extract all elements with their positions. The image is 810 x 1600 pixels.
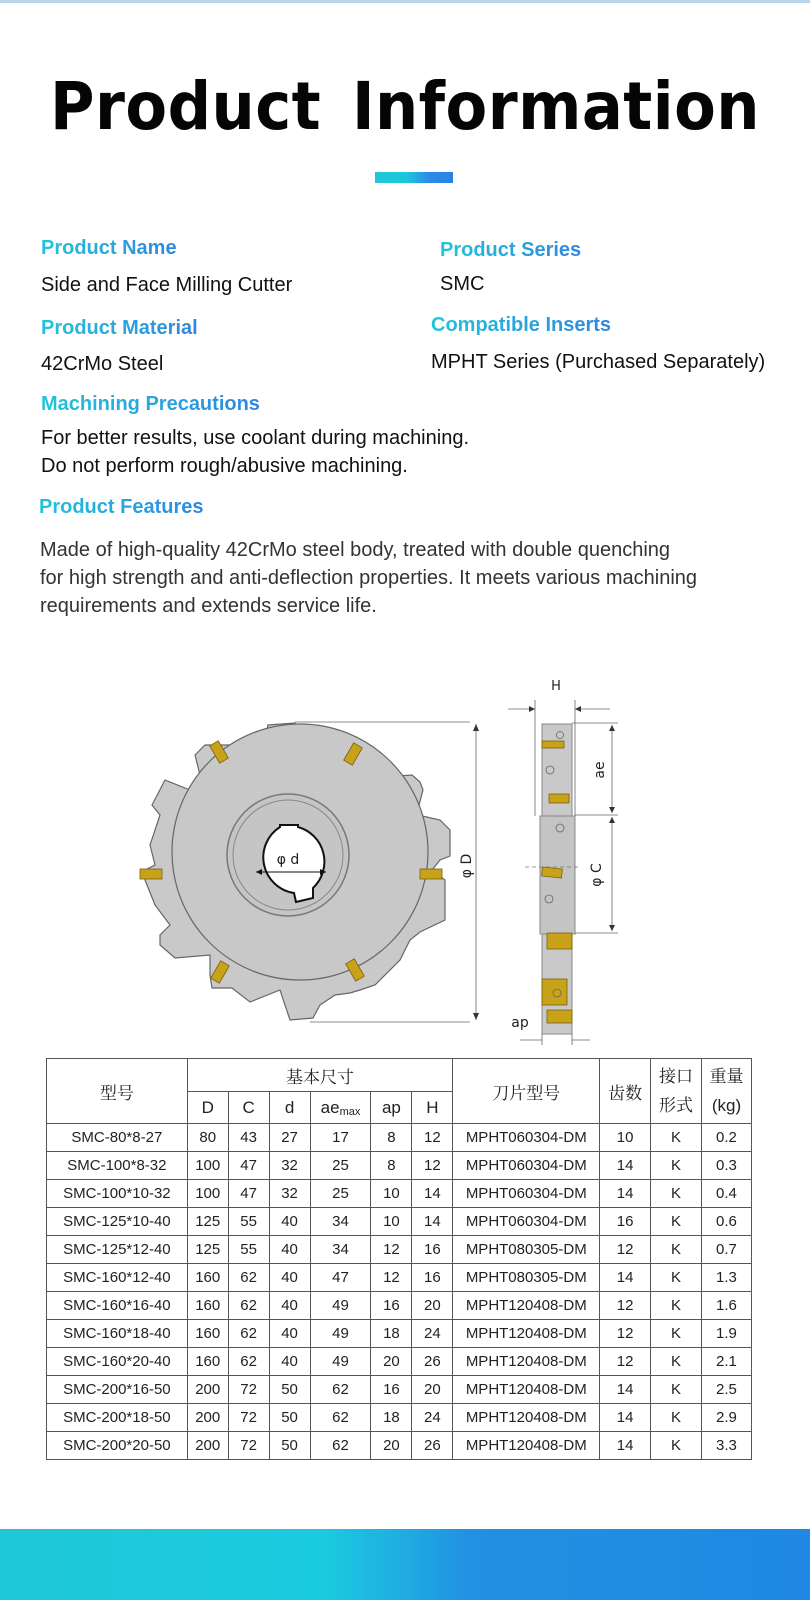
cutter-diagram: [130, 660, 650, 1050]
cell-D: 100: [187, 1180, 228, 1208]
header-ap: ap: [371, 1092, 412, 1124]
cell-weight: 1.3: [701, 1264, 751, 1292]
cell-insert-model: MPHT120408-DM: [453, 1376, 600, 1404]
cell-d: 40: [269, 1348, 310, 1376]
table-header-row: [47, 1059, 752, 1092]
cell-ap: 10: [371, 1208, 412, 1236]
cell-teeth: 10: [600, 1124, 651, 1152]
cell-model: SMC-100*8-32: [47, 1152, 188, 1180]
feature-line: Made of high-quality 42CrMo steel body, treated with double quenching: [40, 539, 671, 561]
cell-model: SMC-125*12-40: [47, 1236, 188, 1264]
cell-C: 62: [228, 1292, 269, 1320]
cell-H: 24: [412, 1320, 453, 1348]
header-ae-max: $ae_{max}$: [310, 1092, 371, 1124]
cell-weight: 0.4: [701, 1180, 751, 1208]
cell-d: 32: [269, 1180, 310, 1208]
cell-d: 40: [269, 1292, 310, 1320]
cell-C: 43: [228, 1124, 269, 1152]
cell-weight: 2.9: [701, 1404, 751, 1432]
cell-teeth: 12: [600, 1236, 651, 1264]
cell-H: 20: [412, 1292, 453, 1320]
cell-H: 12: [412, 1152, 453, 1180]
cell-C: 55: [228, 1236, 269, 1264]
cell-H: 12: [412, 1124, 453, 1152]
cell-ap: 18: [371, 1320, 412, 1348]
cell-H: 16: [412, 1264, 453, 1292]
cell-insert-model: MPHT120408-DM: [453, 1292, 600, 1320]
feature-line: requirements and extends service life.: [40, 595, 377, 617]
milling-cutter-drawing-icon: [130, 660, 650, 1050]
cell-model: SMC-125*10-40: [47, 1208, 188, 1236]
svg-text:ae: ae: [592, 761, 608, 779]
svg-text:φ C: φ C: [589, 863, 605, 887]
cell-D: 80: [187, 1124, 228, 1152]
cell-insert-model: MPHT120408-DM: [453, 1432, 600, 1460]
product-name-label: Product Name: [41, 237, 177, 259]
header-C: C: [228, 1092, 269, 1124]
table-row: [47, 1292, 752, 1320]
cell-d: 40: [269, 1236, 310, 1264]
cell-C: 72: [228, 1432, 269, 1460]
cell-H: 20: [412, 1376, 453, 1404]
machining-precautions-label: Machining Precautions: [41, 393, 260, 415]
cell-D: 160: [187, 1320, 228, 1348]
cell-ae-max: 49: [310, 1292, 371, 1320]
cell-C: 72: [228, 1404, 269, 1432]
product-material-value: 42CrMo Steel: [41, 353, 164, 375]
cell-ap: 16: [371, 1376, 412, 1404]
cell-insert-model: MPHT120408-DM: [453, 1348, 600, 1376]
machining-precautions-text: [41, 424, 469, 480]
cell-C: 55: [228, 1208, 269, 1236]
cell-interface: K: [651, 1180, 702, 1208]
cell-d: 50: [269, 1404, 310, 1432]
page-title: Product Information: [50, 68, 760, 145]
header-weight: 重量 (kg): [701, 1059, 751, 1124]
table-row: [47, 1376, 752, 1404]
header-insert-model: 刀片型号: [453, 1059, 600, 1124]
cell-ae-max: 47: [310, 1264, 371, 1292]
header-D: D: [187, 1092, 228, 1124]
cell-teeth: 12: [600, 1292, 651, 1320]
cell-D: 100: [187, 1152, 228, 1180]
table-row: [47, 1208, 752, 1236]
header-H: H: [412, 1092, 453, 1124]
cell-teeth: 14: [600, 1404, 651, 1432]
precaution-line: For better results, use coolant during machining.: [41, 427, 469, 449]
cell-weight: 0.7: [701, 1236, 751, 1264]
cell-d: 40: [269, 1208, 310, 1236]
cell-ap: 16: [371, 1292, 412, 1320]
cell-ae-max: 49: [310, 1320, 371, 1348]
cell-interface: K: [651, 1348, 702, 1376]
cell-ae-max: 17: [310, 1124, 371, 1152]
feature-line: for high strength and anti-deflection properties. It meets various machining: [40, 567, 698, 589]
cell-model: SMC-200*18-50: [47, 1404, 188, 1432]
cell-H: 26: [412, 1432, 453, 1460]
table-row: [47, 1404, 752, 1432]
cell-ae-max: 62: [310, 1376, 371, 1404]
cell-H: 24: [412, 1404, 453, 1432]
cell-insert-model: MPHT120408-DM: [453, 1404, 600, 1432]
cell-interface: K: [651, 1376, 702, 1404]
cell-C: 47: [228, 1152, 269, 1180]
cell-insert-model: MPHT080305-DM: [453, 1236, 600, 1264]
cell-model: SMC-160*18-40: [47, 1320, 188, 1348]
svg-text:ap: ap: [511, 1015, 529, 1031]
cell-D: 200: [187, 1404, 228, 1432]
header-model: 型号: [47, 1059, 188, 1124]
cell-insert-model: MPHT060304-DM: [453, 1124, 600, 1152]
cell-interface: K: [651, 1320, 702, 1348]
cell-H: 14: [412, 1180, 453, 1208]
cell-ap: 8: [371, 1152, 412, 1180]
cell-ap: 18: [371, 1404, 412, 1432]
table-row: [47, 1152, 752, 1180]
cell-D: 125: [187, 1236, 228, 1264]
table-row: [47, 1180, 752, 1208]
cell-interface: K: [651, 1432, 702, 1460]
title-underline: [375, 172, 453, 183]
cell-ae-max: 49: [310, 1348, 371, 1376]
cell-teeth: 14: [600, 1180, 651, 1208]
cell-ap: 12: [371, 1264, 412, 1292]
cell-ap: 8: [371, 1124, 412, 1152]
cell-ae-max: 25: [310, 1180, 371, 1208]
cell-model: SMC-80*8-27: [47, 1124, 188, 1152]
cell-D: 125: [187, 1208, 228, 1236]
cell-insert-model: MPHT080305-DM: [453, 1264, 600, 1292]
cell-teeth: 16: [600, 1208, 651, 1236]
table-row: [47, 1432, 752, 1460]
cell-interface: K: [651, 1404, 702, 1432]
table-row: [47, 1348, 752, 1376]
cell-C: 72: [228, 1376, 269, 1404]
cell-ae-max: 25: [310, 1152, 371, 1180]
cell-teeth: 14: [600, 1432, 651, 1460]
table-row: [47, 1124, 752, 1152]
cell-interface: K: [651, 1124, 702, 1152]
cell-d: 50: [269, 1432, 310, 1460]
cell-interface: K: [651, 1264, 702, 1292]
footer-gradient-banner: [0, 1529, 810, 1600]
cell-model: SMC-100*10-32: [47, 1180, 188, 1208]
cell-model: SMC-160*16-40: [47, 1292, 188, 1320]
cell-ae-max: 62: [310, 1404, 371, 1432]
cell-teeth: 14: [600, 1376, 651, 1404]
product-series-label: Product Series: [440, 239, 582, 261]
cell-insert-model: MPHT120408-DM: [453, 1320, 600, 1348]
cell-D: 200: [187, 1432, 228, 1460]
header-interface: 接口 形式: [651, 1059, 702, 1124]
cell-insert-model: MPHT060304-DM: [453, 1208, 600, 1236]
cell-weight: 1.6: [701, 1292, 751, 1320]
compatible-inserts-value: MPHT Series (Purchased Separately): [431, 351, 766, 373]
cell-interface: K: [651, 1292, 702, 1320]
cell-teeth: 14: [600, 1264, 651, 1292]
svg-text:H: H: [551, 679, 561, 694]
table-body: [47, 1124, 752, 1460]
cell-model: SMC-200*20-50: [47, 1432, 188, 1460]
svg-text:φ D: φ D: [459, 853, 475, 879]
cell-ap: 20: [371, 1432, 412, 1460]
cell-d: 40: [269, 1264, 310, 1292]
cell-insert-model: MPHT060304-DM: [453, 1152, 600, 1180]
cell-C: 47: [228, 1180, 269, 1208]
header-basic-dimensions: 基本尺寸: [187, 1059, 453, 1092]
table-row: [47, 1236, 752, 1264]
header-d: d: [269, 1092, 310, 1124]
cell-C: 62: [228, 1348, 269, 1376]
cell-ap: 12: [371, 1236, 412, 1264]
cell-weight: 2.5: [701, 1376, 751, 1404]
product-features-label: Product Features: [39, 496, 204, 518]
cell-ap: 20: [371, 1348, 412, 1376]
cell-weight: 3.3: [701, 1432, 751, 1460]
cell-D: 160: [187, 1292, 228, 1320]
cell-d: 27: [269, 1124, 310, 1152]
cell-C: 62: [228, 1264, 269, 1292]
cell-H: 26: [412, 1348, 453, 1376]
product-name-value: Side and Face Milling Cutter: [41, 274, 293, 296]
cell-model: SMC-200*16-50: [47, 1376, 188, 1404]
svg-text:φ d: φ d: [276, 852, 300, 868]
cell-d: 32: [269, 1152, 310, 1180]
cell-teeth: 12: [600, 1320, 651, 1348]
cell-ap: 10: [371, 1180, 412, 1208]
compatible-inserts-label: Compatible Inserts: [431, 314, 612, 336]
cell-weight: 0.2: [701, 1124, 751, 1152]
product-series-value: SMC: [440, 273, 485, 295]
cell-weight: 0.6: [701, 1208, 751, 1236]
header-teeth: 齿数: [600, 1059, 651, 1124]
cell-model: SMC-160*20-40: [47, 1348, 188, 1376]
specification-table: [46, 1058, 752, 1460]
cell-interface: K: [651, 1208, 702, 1236]
cell-weight: 1.9: [701, 1320, 751, 1348]
cell-H: 14: [412, 1208, 453, 1236]
cell-model: SMC-160*12-40: [47, 1264, 188, 1292]
cell-D: 160: [187, 1264, 228, 1292]
cell-interface: K: [651, 1152, 702, 1180]
cell-insert-model: MPHT060304-DM: [453, 1180, 600, 1208]
cell-ae-max: 62: [310, 1432, 371, 1460]
cell-ae-max: 34: [310, 1236, 371, 1264]
precaution-line: Do not perform rough/abusive machining.: [41, 455, 408, 477]
product-material-label: Product Material: [41, 317, 198, 339]
cell-D: 160: [187, 1348, 228, 1376]
cell-weight: 0.3: [701, 1152, 751, 1180]
cell-teeth: 12: [600, 1348, 651, 1376]
cell-C: 62: [228, 1320, 269, 1348]
cell-H: 16: [412, 1236, 453, 1264]
product-features-text: [40, 536, 697, 620]
cell-d: 50: [269, 1376, 310, 1404]
cell-ae-max: 34: [310, 1208, 371, 1236]
cell-d: 40: [269, 1320, 310, 1348]
cell-teeth: 14: [600, 1152, 651, 1180]
top-border: [0, 0, 810, 3]
cell-interface: K: [651, 1236, 702, 1264]
table-row: [47, 1264, 752, 1292]
cell-weight: 2.1: [701, 1348, 751, 1376]
table-row: [47, 1320, 752, 1348]
cell-D: 200: [187, 1376, 228, 1404]
